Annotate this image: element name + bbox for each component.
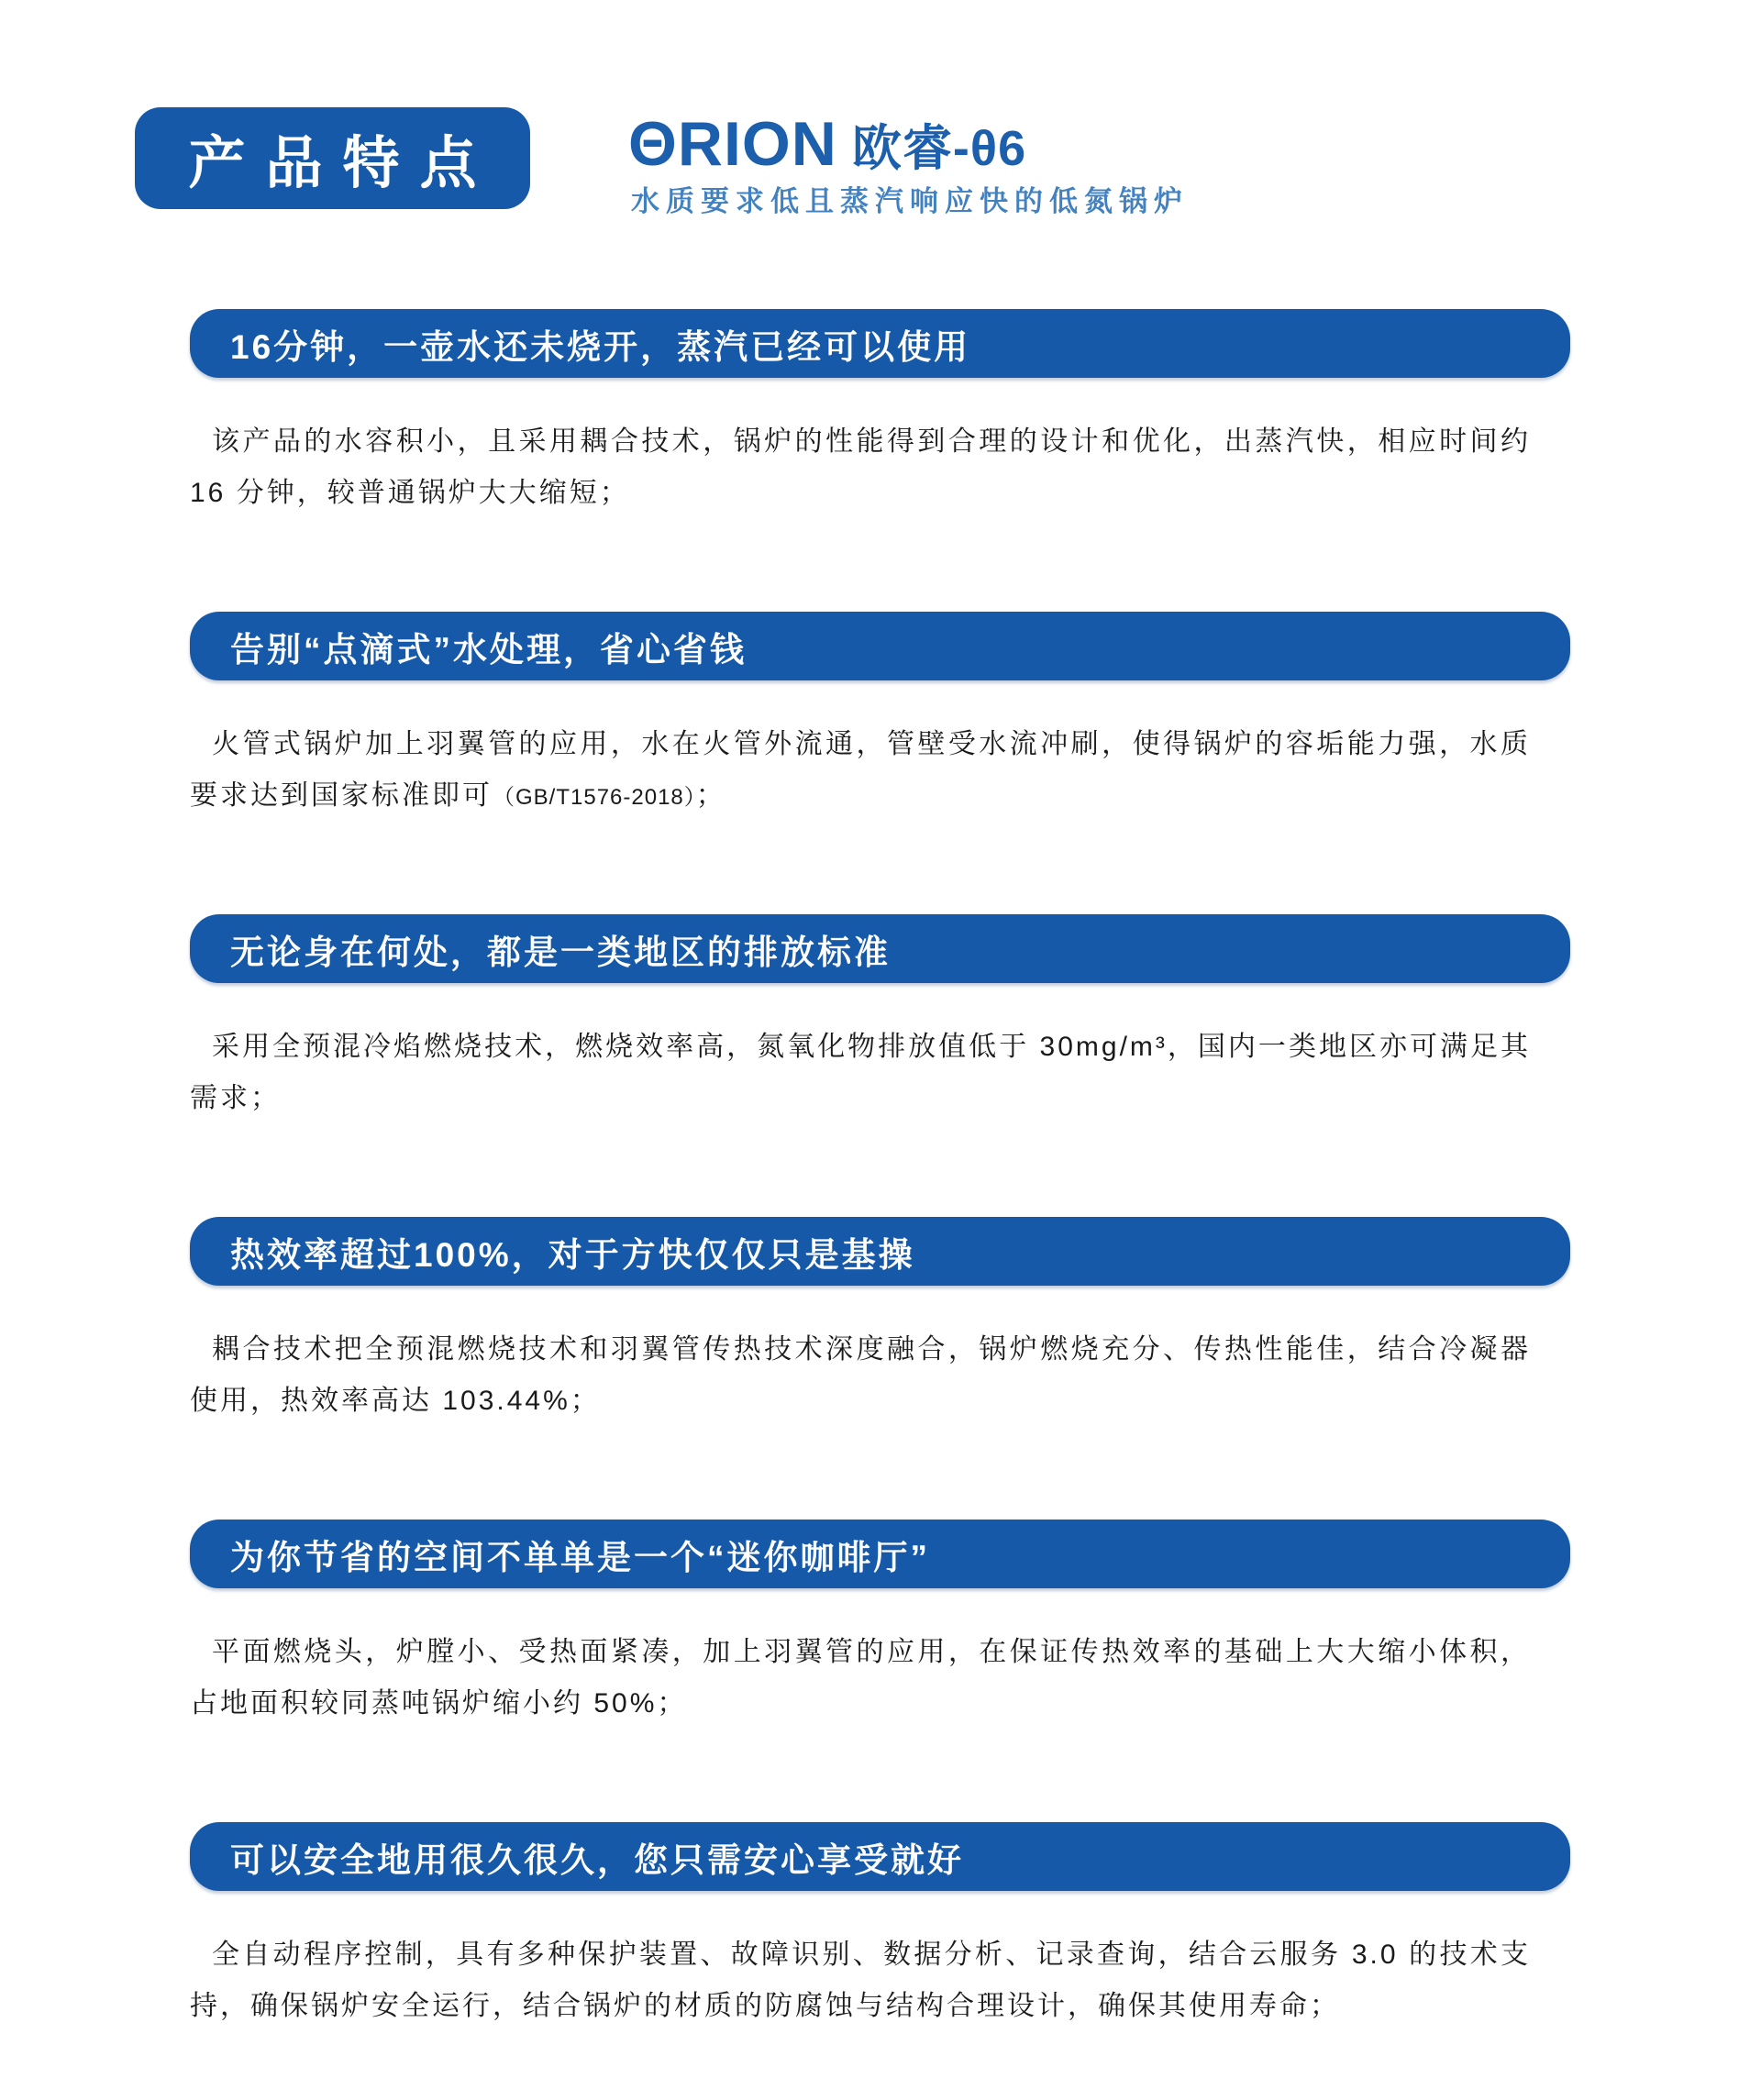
section-body <box>190 719 1531 823</box>
section-thermal-efficiency <box>190 1217 1570 1520</box>
section-banner <box>190 1822 1570 1891</box>
section-title: 16分钟，一壶水还未烧开，蒸汽已经可以使用 <box>230 327 971 366</box>
section-title: 无论身在何处，都是一类地区的排放标准 <box>230 933 891 971</box>
section-title: 为你节省的空间不单单是一个“迷你咖啡厅” <box>230 1538 930 1576</box>
section-banner <box>190 1217 1570 1286</box>
section-steam-speed <box>190 309 1570 612</box>
product-tagline: 水质要求低且蒸汽响应快的低氮锅炉 <box>631 185 1189 217</box>
section-title: 告别“点滴式”水处理，省心省钱 <box>230 630 747 669</box>
body-tail: ； <box>695 780 726 811</box>
section-body: 耦合技术把全预混燃烧技术和羽翼管传热技术深度融合，锅炉燃烧充分、传热性能佳，结合冷凝器使用，热效率高达 103.44%； <box>190 1334 1531 1416</box>
section-body: 平面燃烧头，炉膛小、受热面紧凑，加上羽翼管的应用，在保证传热效率的基础上大大缩小体积，占地面积较同蒸吨锅炉缩小约 50%； <box>190 1637 1531 1719</box>
section-banner <box>190 1520 1570 1588</box>
badge-label: 产品特点 <box>188 132 497 195</box>
section-water-treatment <box>190 612 1570 914</box>
section-safety-longevity <box>190 1822 1570 2032</box>
section-body: 该产品的水容积小，且采用耦合技术，锅炉的性能得到合理的设计和优化，出蒸汽快，相应时间约16 分钟，较普通锅炉大大缩短； <box>190 426 1531 508</box>
sections-container <box>190 309 1570 2032</box>
standard-code: （GB/T1576-2018） <box>493 785 696 810</box>
section-banner <box>190 309 1570 378</box>
section-body: 采用全预混冷焰燃烧技术，燃烧效率高，氮氧化物排放值低于 30mg/m³，国内一类地区亦可满足其需求； <box>190 1032 1531 1113</box>
section-body: 全自动程序控制，具有多种保护装置、故障识别、数据分析、记录查询，结合云服务 3.0 的技术支持，确保锅炉安全运行，结合锅炉的材质的防腐蚀与结构合理设计，确保其使用寿命； <box>190 1940 1531 2021</box>
section-title: 热效率超过100%，对于方快仅仅只是基操 <box>230 1235 915 1274</box>
model-name: 欧睿-θ6 <box>851 121 1027 176</box>
section-emission-standard <box>190 914 1570 1217</box>
section-space-saving <box>190 1520 1570 1822</box>
brand-logo <box>628 110 1026 179</box>
section-title: 可以安全地用很久很久，您只需安心享受就好 <box>230 1840 964 1879</box>
body-main: 火管式锅炉加上羽翼管的应用，水在火管外流通，管壁受水流冲刷，使得锅炉的容垢能力强，水质要求达到国家标准即可 <box>190 729 1531 811</box>
section-banner <box>190 612 1570 680</box>
brand-name: ΘRION <box>628 109 837 179</box>
product-features-badge <box>135 107 530 209</box>
section-banner <box>190 914 1570 983</box>
